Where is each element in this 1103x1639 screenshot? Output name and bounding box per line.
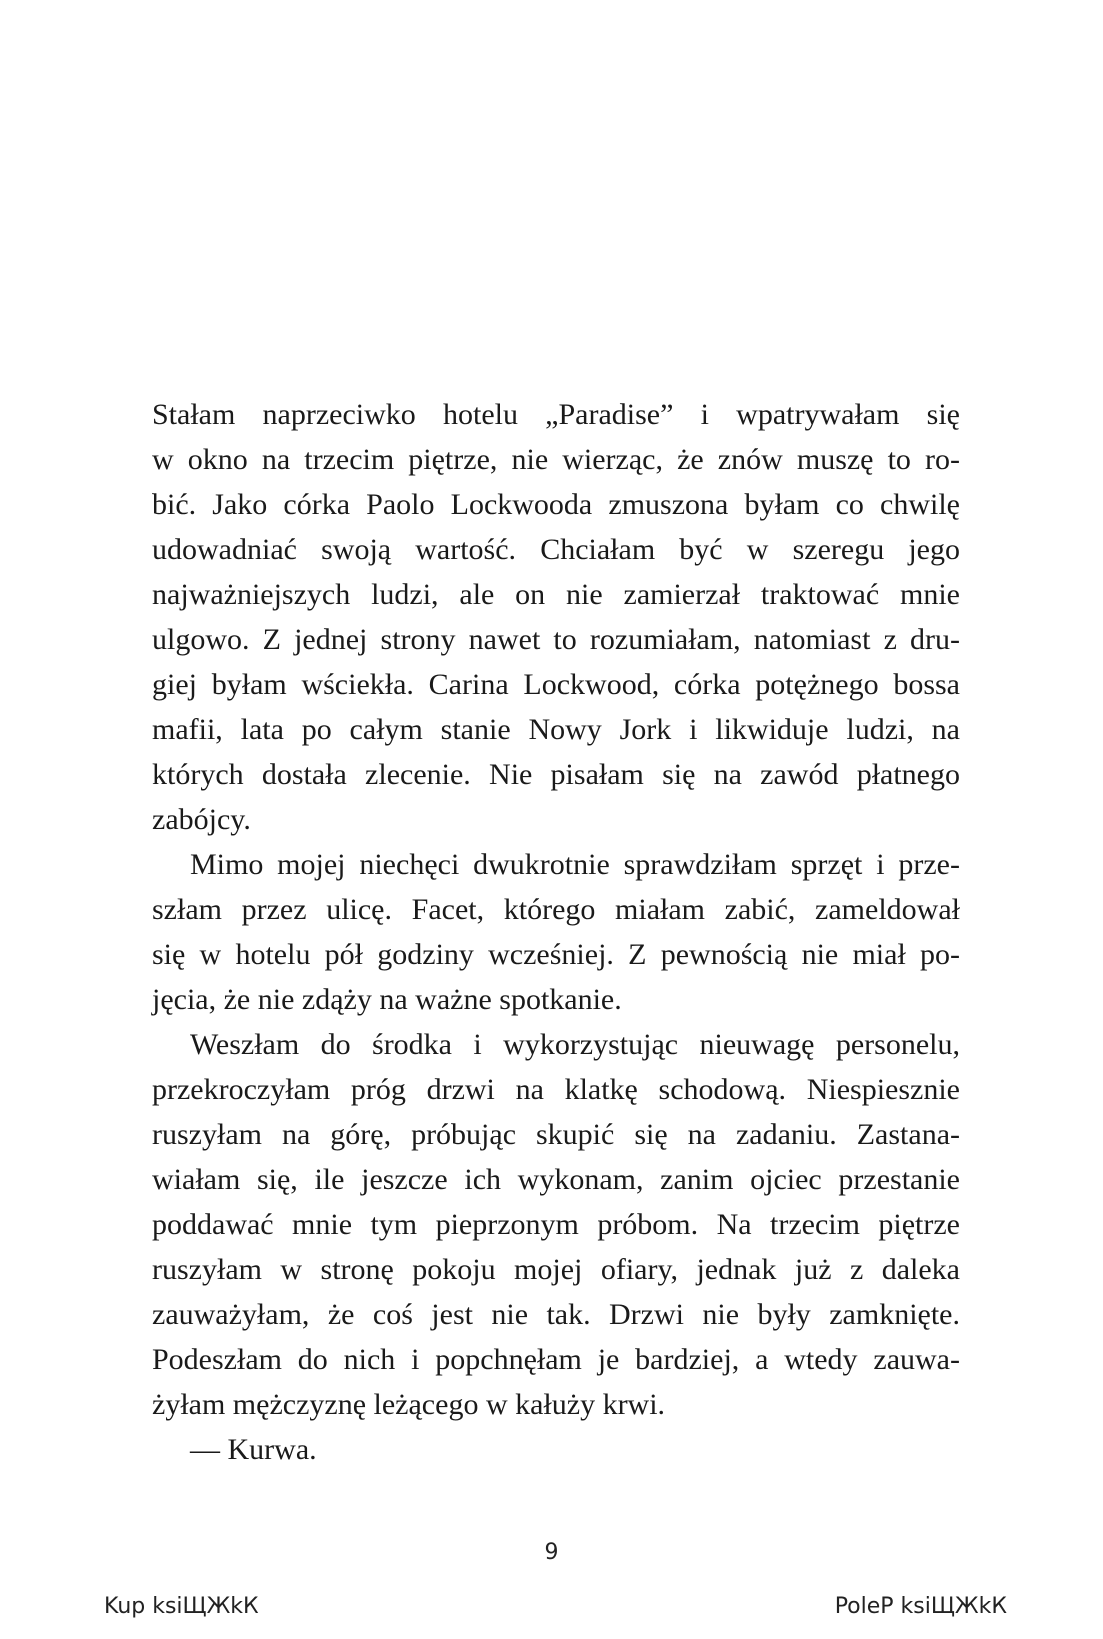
text-line: szłam przez ulicę. Facet, którego miałam zabić, zameldował (152, 893, 960, 926)
text-line: Mimo mojej niechęci dwukrotnie sprawdziłam sprzęt i prze- (190, 848, 960, 881)
text-line: jęcia, że nie zdąży na ważne spotkanie. (152, 983, 622, 1016)
page-number: 9 (544, 1540, 559, 1565)
text-line: ulgowo. Z jednej strony nawet to rozumiałam, natomiast z dru- (152, 623, 960, 656)
text-line: zauważyłam, że coś jest nie tak. Drzwi nie były zamknięte. (152, 1298, 960, 1331)
text-line: mafii, lata po całym stanie Nowy Jork i likwiduje ludzi, na (152, 713, 960, 746)
text-line: udowadniać swoją wartość. Chciałam być w szeregu jego (152, 533, 960, 566)
text-line: Podeszłam do nich i popchnęłam je bardziej, a wtedy zauwa- (152, 1343, 960, 1376)
text-line: — Kurwa. (190, 1433, 317, 1466)
text-line: bić. Jako córka Paolo Lockwooda zmuszona byłam co chwilę (152, 488, 960, 521)
text-line: wiałam się, ile jeszcze ich wykonam, zanim ojciec przestanie (152, 1163, 960, 1196)
recommend-book-link[interactable]: PoleР ksiЩЖkК (834, 1594, 1007, 1619)
text-line: żyłam mężczyznę leżącego w kałuży krwi. (152, 1388, 666, 1421)
chapter-text (152, 392, 960, 1472)
text-line: zabójcy. (152, 803, 251, 836)
text-line: ruszyłam na górę, próbując skupić się na zadaniu. Zastana- (152, 1118, 960, 1151)
text-line: Weszłam do środka i wykorzystując nieuwagę personelu, (190, 1028, 960, 1061)
text-line: giej byłam wściekła. Carina Lockwood, córka potężnego bossa (152, 668, 960, 701)
text-line: się w hotelu pół godziny wcześniej. Z pewnością nie miał po- (152, 938, 960, 971)
text-line: Stałam naprzeciwko hotelu „Paradise” i wpatrywałam się (152, 398, 960, 431)
text-line: ruszyłam w stronę pokoju mojej ofiary, jednak już z daleka (152, 1253, 960, 1286)
text-line: poddawać mnie tym pieprzonym próbom. Na trzecim piętrze (152, 1208, 960, 1241)
text-line: w okno na trzecim piętrze, nie wierząc, że znów muszę to ro- (152, 443, 960, 476)
buy-book-link[interactable]: Kup ksiЩЖkК (104, 1594, 259, 1619)
text-line: których dostała zlecenie. Nie pisałam się na zawód płatnego (152, 758, 960, 791)
text-line: najważniejszych ludzi, ale on nie zamierzał traktować mnie (152, 578, 960, 611)
text-line: przekroczyłam próg drzwi na klatkę schodową. Niespiesznie (152, 1073, 960, 1106)
